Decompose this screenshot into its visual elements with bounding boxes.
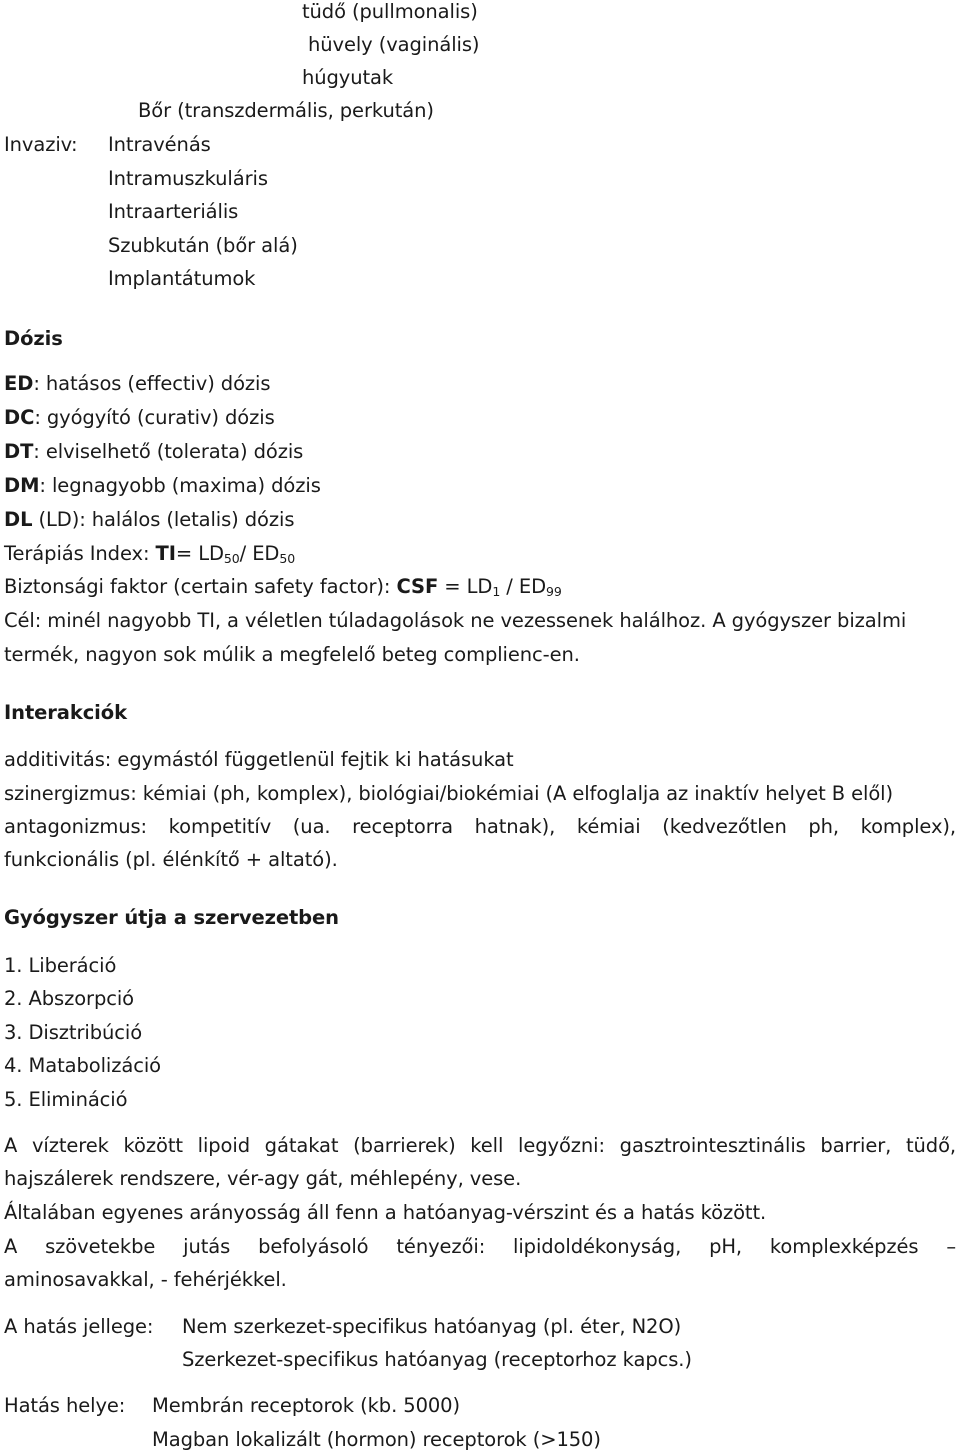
goal-text-line: termék, nagyon sok múlik a megfelelő beteg complienc-en. xyxy=(4,643,580,666)
pathway-step: 5. Elimináció xyxy=(4,1088,128,1111)
effect-nature-item: Szerkezet-specifikus hatóanyag (receptorhoz kapcs.) xyxy=(182,1348,692,1371)
pathway-step: 1. Liberáció xyxy=(4,954,117,977)
route-subcutaneous: Szubkután (bőr alá) xyxy=(108,234,298,257)
route-skin: Bőr (transzdermális, perkután) xyxy=(138,99,434,122)
pathway-step: 4. Matabolizáció xyxy=(4,1054,161,1077)
additivity-text: additivitás: egymástól függetlenül fejtik ki hatásukat xyxy=(4,748,514,771)
proportionality-text: Általában egyenes arányosság áll fenn a hatóanyag-vérszint és a hatás között. xyxy=(4,1201,767,1224)
certain-safety-factor: Biztonsági faktor (certain safety factor): CSF = $LD_1 / ED_{99}$ xyxy=(4,575,562,599)
pathway-step: 3. Disztribúció xyxy=(4,1021,143,1044)
dose-definition: DT: elviselhető (tolerata) dózis xyxy=(4,440,304,463)
goal-text-line: Cél: minél nagyobb TI, a véletlen túladagolások ne vezessenek halálhoz. A gyógyszer bizalmi xyxy=(4,609,907,632)
effect-site-label: Hatás helye: xyxy=(4,1394,126,1417)
dose-definition: DC: gyógyító (curativ) dózis xyxy=(4,406,275,429)
dose-definition: DL (LD): halálos (letalis) dózis xyxy=(4,508,295,531)
dosis-heading: Dózis xyxy=(4,327,63,350)
route-intraarterial: Intraarteriális xyxy=(108,200,239,223)
effect-nature-label: A hatás jellege: xyxy=(4,1315,154,1338)
factors-text: A szövetekbe jutás befolyásoló tényezői: lipidoldékonyság, pH, komplexképzés – xyxy=(4,1235,956,1258)
route-urinary: húgyutak xyxy=(302,66,394,89)
factors-text-cont: aminosavakkal, - fehérjékkel. xyxy=(4,1268,287,1291)
effect-nature-item: Nem szerkezet-specifikus hatóanyag (pl. éter, N2O) xyxy=(182,1315,682,1338)
route-intravenous: Intravénás xyxy=(108,133,211,156)
pathway-heading: Gyógyszer útja a szervezetben xyxy=(4,906,339,929)
dose-definition: DM: legnagyobb (maxima) dózis xyxy=(4,474,321,497)
route-vaginal: hüvely (vaginális) xyxy=(308,33,480,56)
barrier-text: A vízterek között lipoid gátakat (barrierek) kell legyőzni: gasztrointesztinális barrier, tüdő, xyxy=(4,1134,956,1157)
antagonism-text-cont: funkcionális (pl. élénkítő + altató). xyxy=(4,848,338,871)
interactions-heading: Interakciók xyxy=(4,701,127,724)
route-lung: tüdő (pullmonalis) xyxy=(302,0,478,23)
pathway-step: 2. Abszorpció xyxy=(4,987,135,1010)
therapeutic-index: Terápiás Index: $TI= LD_{50}/$ $ED_{50}$ xyxy=(4,542,296,566)
dose-definition: ED: hatásos (effectiv) dózis xyxy=(4,372,271,395)
route-intramuscular: Intramuszkuláris xyxy=(108,167,268,190)
antagonism-text: antagonizmus: kompetitív (ua. receptorra hatnak), kémiai (kedvezőtlen ph, komplex), xyxy=(4,815,956,838)
synergism-text: szinergizmus: kémiai (ph, komplex), biológiai/biokémiai (A elfoglalja az inaktív helyet B elől) xyxy=(4,782,893,805)
effect-site-item: Membrán receptorok (kb. 5000) xyxy=(152,1394,460,1417)
effect-site-item: Magban lokalizált (hormon) receptorok (>150) xyxy=(152,1428,601,1451)
route-implants: Implantátumok xyxy=(108,267,256,290)
invasive-label: Invaziv: xyxy=(4,133,78,156)
barrier-text-cont: hajszálerek rendszere, vér-agy gát, méhlepény, vese. xyxy=(4,1167,522,1190)
